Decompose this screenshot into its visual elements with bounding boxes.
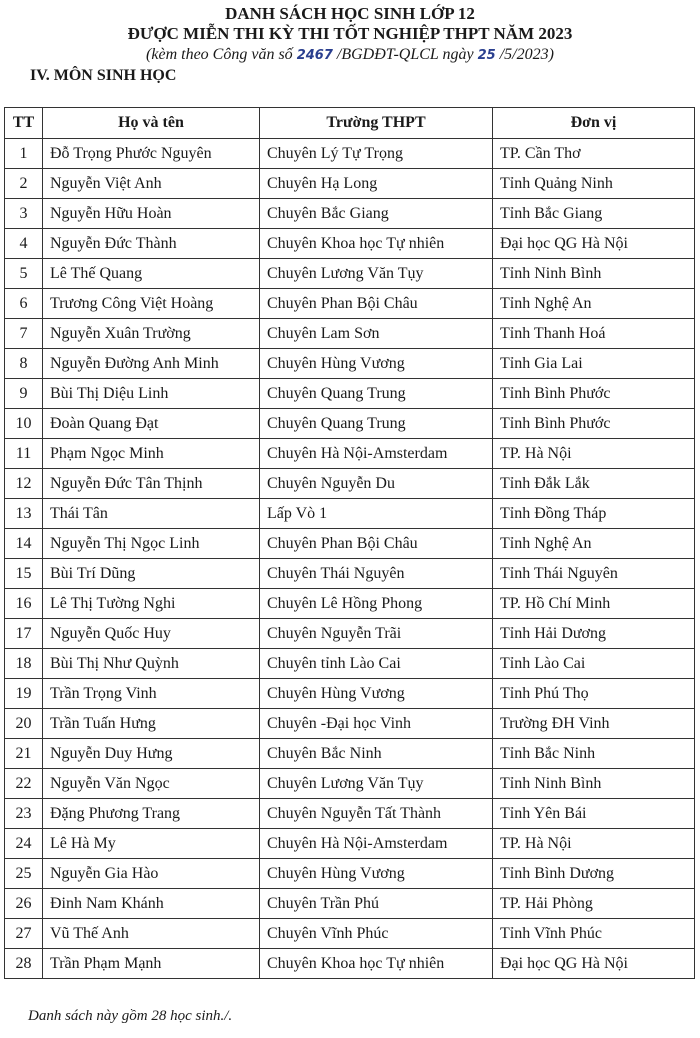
cell-tt: 4 (5, 229, 43, 259)
cell-name: Trần Trọng Vinh (43, 679, 260, 709)
cell-unit: Tỉnh Bắc Giang (493, 199, 695, 229)
cell-tt: 8 (5, 349, 43, 379)
document-title-line2: ĐƯỢC MIỄN THI KỲ THI TỐT NGHIỆP THPT NĂM 2023 (127, 24, 573, 43)
table-row (5, 319, 695, 349)
cell-name: Lê Thế Quang (43, 259, 260, 289)
cell-school: Chuyên Hạ Long (260, 169, 493, 199)
cell-unit: Tỉnh Đắk Lắk (493, 469, 695, 499)
subtitle-suffix: /5/2023) (495, 46, 554, 63)
cell-name: Nguyễn Xuân Trường (43, 319, 260, 349)
cell-school: Chuyên Nguyễn Du (260, 469, 493, 499)
cell-school: Chuyên Hà Nội-Amsterdam (260, 829, 493, 859)
cell-unit: Tỉnh Lào Cai (493, 649, 695, 679)
cell-tt: 5 (5, 259, 43, 289)
cell-school: Chuyên Hùng Vương (260, 859, 493, 889)
table-row (5, 709, 695, 739)
cell-unit: Tỉnh Bắc Ninh (493, 739, 695, 769)
cell-name: Trần Phạm Mạnh (43, 949, 260, 979)
cell-unit: TP. Hải Phòng (493, 889, 695, 919)
cell-unit: Tỉnh Thái Nguyên (493, 559, 695, 589)
cell-school: Chuyên Trần Phú (260, 889, 493, 919)
cell-name: Bùi Trí Dũng (43, 559, 260, 589)
table-row (5, 859, 695, 889)
column-header-school: Trường THPT (260, 108, 493, 139)
cell-name: Nguyễn Đức Thành (43, 229, 260, 259)
cell-school: Chuyên Hà Nội-Amsterdam (260, 439, 493, 469)
table-row (5, 499, 695, 529)
cell-tt: 2 (5, 169, 43, 199)
cell-school: Chuyên Hùng Vương (260, 679, 493, 709)
cell-school: Chuyên Bắc Ninh (260, 739, 493, 769)
cell-name: Nguyễn Hữu Hoàn (43, 199, 260, 229)
subtitle-prefix: (kèm theo Công văn số (146, 46, 297, 63)
handwritten-doc-number: 2467 (296, 48, 333, 63)
table-row (5, 349, 695, 379)
cell-unit: Tỉnh Nghệ An (493, 289, 695, 319)
cell-name: Nguyễn Quốc Huy (43, 619, 260, 649)
cell-unit: Tỉnh Nghệ An (493, 529, 695, 559)
cell-tt: 27 (5, 919, 43, 949)
cell-tt: 28 (5, 949, 43, 979)
table-row (5, 589, 695, 619)
cell-unit: Tỉnh Thanh Hoá (493, 319, 695, 349)
table-row (5, 259, 695, 289)
cell-unit: Tỉnh Bình Phước (493, 379, 695, 409)
cell-school: Chuyên Quang Trung (260, 379, 493, 409)
cell-name: Nguyễn Duy Hưng (43, 739, 260, 769)
cell-unit: Tỉnh Đồng Tháp (493, 499, 695, 529)
cell-name: Đinh Nam Khánh (43, 889, 260, 919)
cell-name: Đỗ Trọng Phước Nguyên (43, 139, 260, 169)
cell-tt: 19 (5, 679, 43, 709)
cell-tt: 1 (5, 139, 43, 169)
cell-school: Chuyên Quang Trung (260, 409, 493, 439)
table-row (5, 619, 695, 649)
cell-tt: 20 (5, 709, 43, 739)
cell-tt: 22 (5, 769, 43, 799)
table-row (5, 799, 695, 829)
table-row (5, 469, 695, 499)
table-header-row (5, 108, 695, 139)
cell-school: Chuyên Khoa học Tự nhiên (260, 229, 493, 259)
cell-unit: Đại học QG Hà Nội (493, 949, 695, 979)
cell-name: Nguyễn Gia Hào (43, 859, 260, 889)
cell-tt: 11 (5, 439, 43, 469)
cell-tt: 7 (5, 319, 43, 349)
cell-tt: 9 (5, 379, 43, 409)
cell-unit: TP. Hồ Chí Minh (493, 589, 695, 619)
table-row (5, 169, 695, 199)
cell-unit: Tỉnh Yên Bái (493, 799, 695, 829)
table-body (5, 139, 695, 979)
cell-unit: Tỉnh Phú Thọ (493, 679, 695, 709)
cell-unit: TP. Hà Nội (493, 439, 695, 469)
table-row (5, 829, 695, 859)
column-header-unit: Đơn vị (493, 108, 695, 139)
cell-school: Chuyên tỉnh Lào Cai (260, 649, 493, 679)
cell-school: Chuyên Phan Bội Châu (260, 529, 493, 559)
cell-school: Chuyên Lương Văn Tụy (260, 259, 493, 289)
cell-name: Bùi Thị Như Quỳnh (43, 649, 260, 679)
table-row (5, 229, 695, 259)
cell-name: Nguyễn Đường Anh Minh (43, 349, 260, 379)
section-heading: IV. MÔN SINH HỌC (30, 67, 177, 84)
table-row (5, 679, 695, 709)
cell-name: Đoàn Quang Đạt (43, 409, 260, 439)
cell-school: Chuyên Hùng Vương (260, 349, 493, 379)
cell-school: Chuyên Nguyễn Tất Thành (260, 799, 493, 829)
column-header-tt: TT (5, 108, 43, 139)
document-title-line1: DANH SÁCH HỌC SINH LỚP 12 (225, 4, 475, 23)
cell-name: Lê Hà My (43, 829, 260, 859)
cell-unit: Tỉnh Quảng Ninh (493, 169, 695, 199)
cell-name: Nguyễn Việt Anh (43, 169, 260, 199)
cell-unit: Tỉnh Ninh Bình (493, 259, 695, 289)
cell-name: Nguyễn Thị Ngọc Linh (43, 529, 260, 559)
cell-tt: 6 (5, 289, 43, 319)
cell-tt: 26 (5, 889, 43, 919)
cell-school: Chuyên Phan Bội Châu (260, 289, 493, 319)
cell-name: Nguyễn Văn Ngọc (43, 769, 260, 799)
table-row (5, 379, 695, 409)
table-row (5, 529, 695, 559)
cell-name: Bùi Thị Diệu Linh (43, 379, 260, 409)
cell-school: Chuyên Lý Tự Trọng (260, 139, 493, 169)
table-row (5, 739, 695, 769)
cell-school: Chuyên Lương Văn Tụy (260, 769, 493, 799)
cell-school: Chuyên Bắc Giang (260, 199, 493, 229)
cell-school: Chuyên Lam Sơn (260, 319, 493, 349)
cell-unit: Tỉnh Ninh Bình (493, 769, 695, 799)
table-row (5, 889, 695, 919)
cell-tt: 25 (5, 859, 43, 889)
cell-tt: 15 (5, 559, 43, 589)
cell-school: Chuyên Khoa học Tự nhiên (260, 949, 493, 979)
cell-tt: 23 (5, 799, 43, 829)
subtitle-middle: /BGDĐT-QLCL ngày (332, 46, 478, 63)
cell-tt: 21 (5, 739, 43, 769)
footer-note: Danh sách này gồm 28 học sinh./. (28, 1008, 233, 1024)
table-row (5, 949, 695, 979)
cell-tt: 13 (5, 499, 43, 529)
cell-unit: Tỉnh Vĩnh Phúc (493, 919, 695, 949)
table-row (5, 439, 695, 469)
cell-name: Trần Tuấn Hưng (43, 709, 260, 739)
cell-tt: 10 (5, 409, 43, 439)
column-header-name: Họ và tên (43, 108, 260, 139)
cell-tt: 3 (5, 199, 43, 229)
handwritten-day: 25 (477, 48, 496, 63)
cell-name: Lê Thị Tường Nghi (43, 589, 260, 619)
cell-unit: Tỉnh Hải Dương (493, 619, 695, 649)
cell-name: Nguyễn Đức Tân Thịnh (43, 469, 260, 499)
cell-school: Chuyên Vĩnh Phúc (260, 919, 493, 949)
cell-tt: 18 (5, 649, 43, 679)
table-row (5, 199, 695, 229)
table-row (5, 649, 695, 679)
cell-school: Chuyên Nguyễn Trãi (260, 619, 493, 649)
cell-tt: 14 (5, 529, 43, 559)
cell-tt: 16 (5, 589, 43, 619)
table-row (5, 769, 695, 799)
cell-unit: Tỉnh Bình Dương (493, 859, 695, 889)
cell-unit: Trường ĐH Vinh (493, 709, 695, 739)
cell-name: Đặng Phương Trang (43, 799, 260, 829)
student-table (4, 107, 695, 979)
cell-name: Trương Công Việt Hoàng (43, 289, 260, 319)
cell-school: Lấp Vò 1 (260, 499, 493, 529)
table-row (5, 409, 695, 439)
cell-school: Chuyên Thái Nguyên (260, 559, 493, 589)
table-row (5, 139, 695, 169)
cell-unit: TP. Hà Nội (493, 829, 695, 859)
table-row (5, 559, 695, 589)
cell-tt: 12 (5, 469, 43, 499)
cell-unit: Đại học QG Hà Nội (493, 229, 695, 259)
cell-school: Chuyên -Đại học Vinh (260, 709, 493, 739)
cell-unit: TP. Cần Thơ (493, 139, 695, 169)
cell-name: Phạm Ngọc Minh (43, 439, 260, 469)
cell-unit: Tỉnh Gia Lai (493, 349, 695, 379)
cell-school: Chuyên Lê Hồng Phong (260, 589, 493, 619)
cell-unit: Tỉnh Bình Phước (493, 409, 695, 439)
cell-name: Thái Tân (43, 499, 260, 529)
table-row (5, 289, 695, 319)
cell-name: Vũ Thế Anh (43, 919, 260, 949)
document-subtitle (0, 45, 700, 65)
table-row (5, 919, 695, 949)
cell-tt: 24 (5, 829, 43, 859)
cell-tt: 17 (5, 619, 43, 649)
